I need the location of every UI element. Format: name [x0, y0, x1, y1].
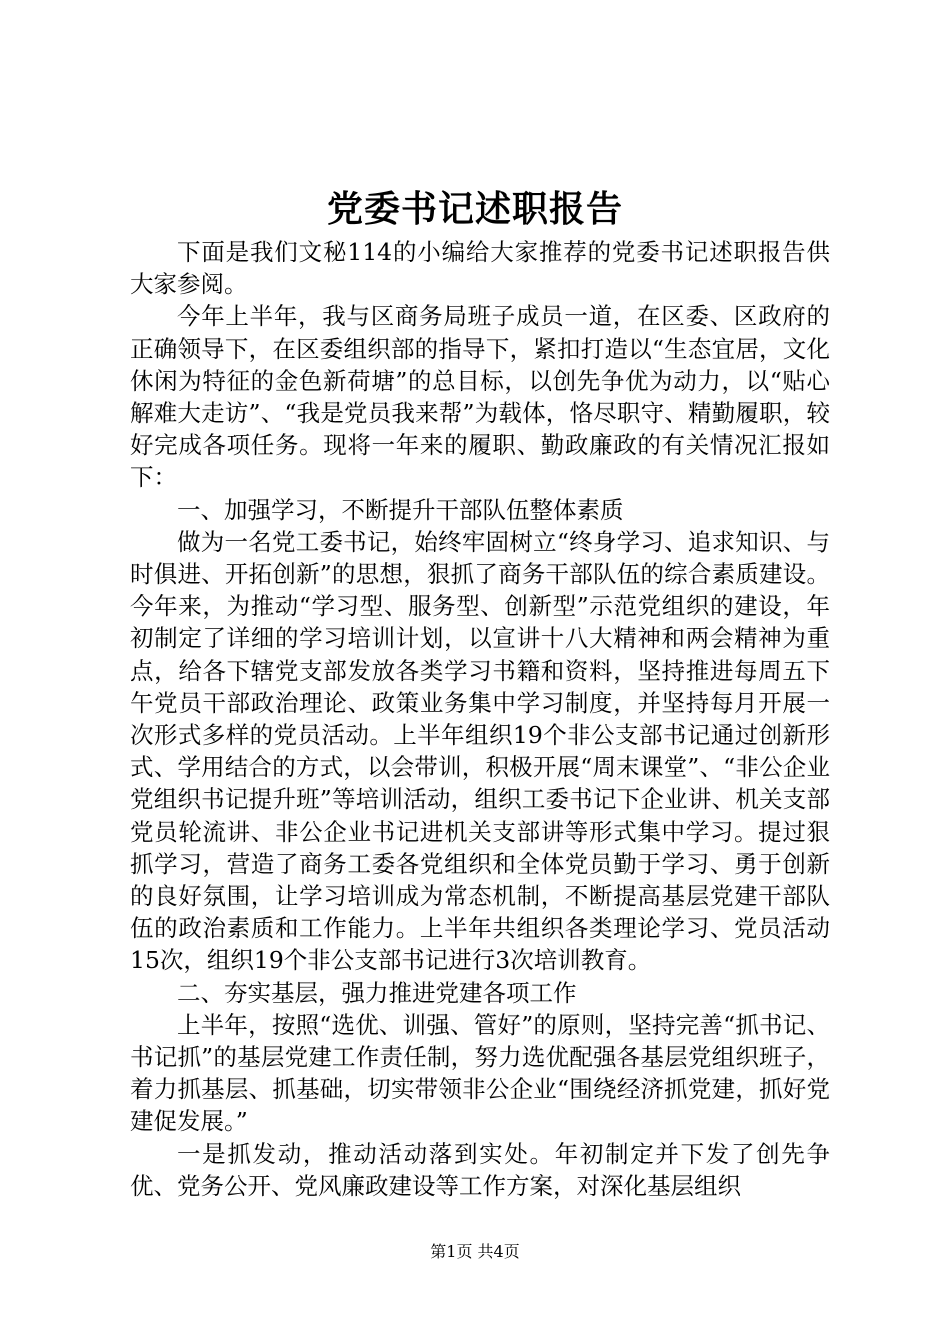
paragraph-intro: 下面是我们文秘114的小编给大家推荐的党委书记述职报告供大家参阅。: [130, 238, 830, 299]
paragraph-study: 做为一名党工委书记，始终牢固树立“终身学习、追求知识、与时俱进、开拓创新”的思想，狠抓了商务干部队伍的综合素质建设。今年来，为推动“学习型、服务型、创新型”示范党组织的建设，年初制定了详细的学习培训计划，以宣讲十八大精神和两会精神为重点，给各下辖党支部发放各类学习书籍和资料，坚持推进每周五下午党员干部政治理论、政策业务集中学习制度，并坚持每月开展一次形式多样的党员活动。上半年组织19个非公支部书记通过创新形式、学用结合的方式，以会带训，积极开展“周末课堂”、“非公企业党组织书记提升班”等培训活动，组织工委书记下企业讲、机关支部党员轮流讲、非公企业书记进机关支部讲等形式集中学习。提过狠抓学习，营造了商务工委各党组织和全体党员勤于学习、勇于创新的良好氛围，让学习培训成为常态机制，不断提高基层党建干部队伍的政治素质和工作能力。上半年共组织各类理论学习、党员活动15次，组织19个非公支部书记进行3次培训教育。: [130, 527, 830, 975]
paragraph-mobilization: 一是抓发动，推动活动落到实处。年初制定并下发了创先争优、党务公开、党风廉政建设等工作方案，对深化基层组织: [130, 1139, 830, 1200]
document-body: [130, 236, 830, 1202]
paragraph-grassroots: 上半年，按照“选优、训强、管好”的原则，坚持完善“抓书记、书记抓”的基层党建工作责任制，努力选优配强各基层党组织班子，着力抓基层、抓基础，切实带领非公企业“围绕经济抓党建，抓好党建促发展。”: [130, 1010, 830, 1136]
page-number-footer: 第1页 共4页: [430, 1242, 520, 1261]
document-title: 党委书记述职报告: [326, 188, 623, 230]
paragraph-overview: 今年上半年，我与区商务局班子成员一道，在区委、区政府的正确领导下，在区委组织部的指导下，紧扣打造以“生态宜居，文化休闲为特征的金色新荷塘”的总目标，以创先争优为动力，以“贴心解难大走访”、“我是党员我来帮”为载体，恪尽职守、精勤履职，较好完成各项任务。现将一年来的履职、勤政廉政的有关情况汇报如下：: [130, 302, 830, 492]
section-heading-2: 二、夯实基层，强力推进党建各项工作: [177, 978, 577, 1007]
section-heading-1: 一、加强学习，不断提升干部队伍整体素质: [177, 495, 624, 524]
